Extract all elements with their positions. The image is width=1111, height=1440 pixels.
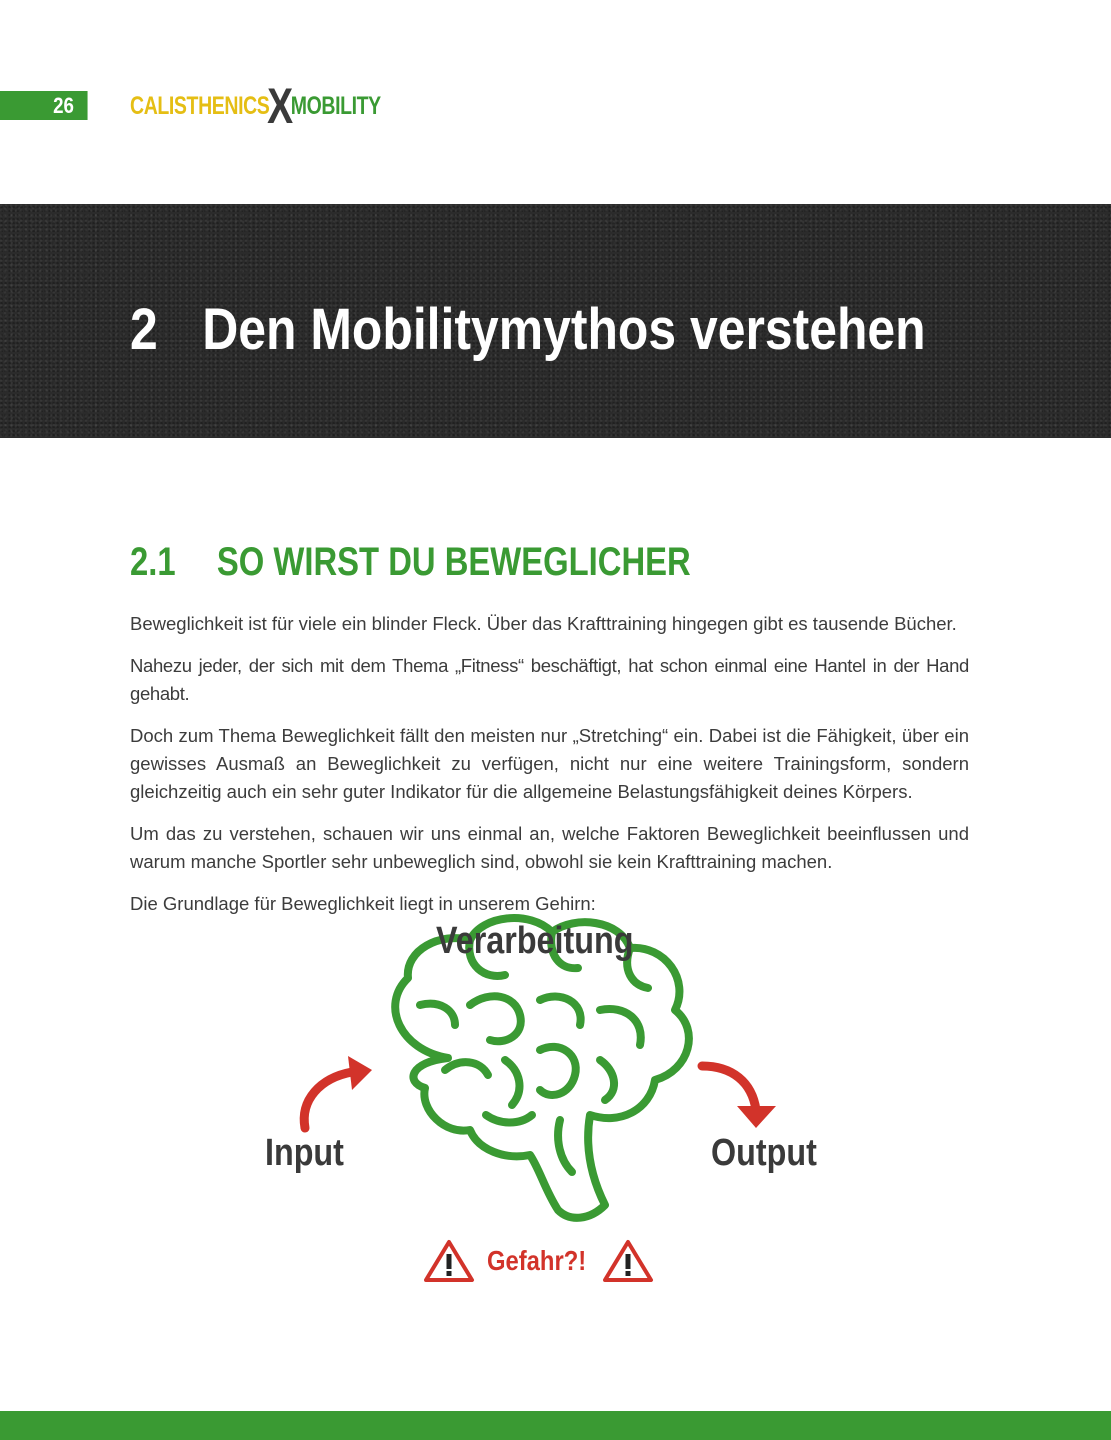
brand-logo bbox=[130, 78, 381, 134]
paragraph: Beweglichkeit ist für viele ein blinder Fleck. Über das Krafttraining hingegen gibt es tausende Bücher. bbox=[130, 613, 957, 634]
paragraph: Nahezu jeder, der sich mit dem Thema „Fitness“ beschäftigt, hat schon einmal eine Hantel in der Hand gehabt. bbox=[130, 655, 969, 704]
warning-icon bbox=[426, 1242, 472, 1280]
processing-label: Verarbeitung bbox=[436, 920, 634, 962]
paragraph: Doch zum Thema Beweglichkeit fällt den meisten nur „Stretching“ ein. Dabei ist die Fähigkeit, über ein gewisses Ausmaß an Beweglichkeit zu verfügen, nicht nur eine weitere Trainingsform, sondern gleichzeitig auch ein sehr guter Indikator für die allgemeine Belastungsfähigkeit deines Körpers. bbox=[130, 725, 969, 802]
section-title-text: SO WIRST DU BEWEGLICHER bbox=[216, 540, 691, 584]
danger-label: Gefahr?! bbox=[487, 1245, 587, 1276]
brand-x: X bbox=[267, 78, 294, 134]
output-label: Output bbox=[711, 1132, 817, 1174]
brand-mobility: MOBILITY bbox=[290, 91, 381, 120]
page-number: 26 bbox=[0, 91, 88, 120]
chapter-title-text: Den Mobilitymythos verstehen bbox=[202, 297, 926, 362]
paragraph: Die Grundlage für Beweglichkeit liegt in unserem Gehirn: bbox=[130, 893, 596, 914]
brain-diagram bbox=[0, 910, 1111, 1310]
chapter-title bbox=[130, 290, 926, 370]
brand-calisthenics: CALISTHENICS bbox=[130, 91, 270, 120]
section-number: 2.1 bbox=[130, 540, 176, 584]
paragraph: Um das zu verstehen, schauen wir uns einmal an, welche Faktoren Beweglichkeit beeinflussen und warum manche Sportler sehr unbeweglich sind, obwohl sie kein Krafttraining machen. bbox=[130, 823, 969, 872]
body-text bbox=[130, 610, 969, 932]
section-heading bbox=[130, 538, 691, 586]
brain-icon bbox=[395, 918, 689, 1218]
output-arrow-icon bbox=[702, 1066, 776, 1128]
input-arrow-icon bbox=[304, 1056, 372, 1128]
warning-icon bbox=[605, 1242, 651, 1280]
input-label: Input bbox=[265, 1132, 344, 1174]
chapter-number: 2 bbox=[130, 297, 158, 362]
footer-bar bbox=[0, 1411, 1111, 1440]
